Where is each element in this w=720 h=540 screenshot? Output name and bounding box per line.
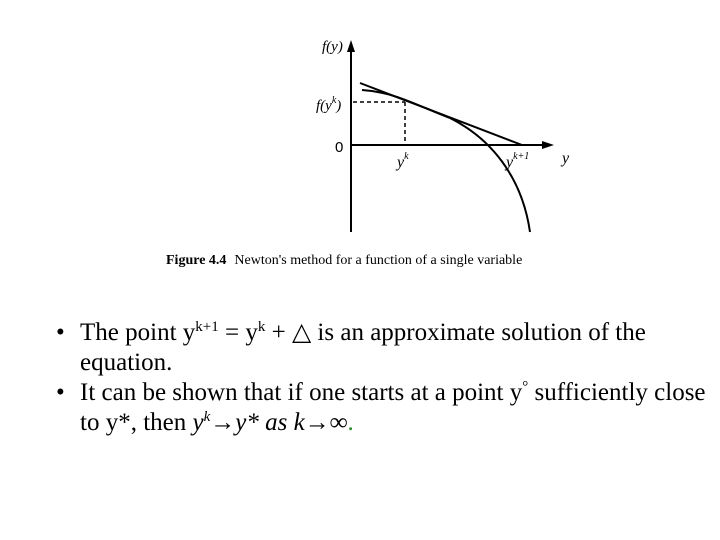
bullet-dot: • (56, 319, 65, 346)
figure-caption: Figure 4.4 Newton's method for a function of a single variable (166, 253, 523, 268)
fyk-label: $f(y^k)$ (316, 95, 342, 114)
zero-label: 0 (335, 139, 344, 156)
bullet-item-convergence: • It can be shown that if one starts at a point y° sufficiently close to y*, then $y^k\to y*$ as k→∞. (56, 379, 706, 436)
bullet-dot: • (56, 379, 65, 406)
yk-label: $y^k$ (397, 151, 409, 171)
y-axis-arrowhead (347, 40, 355, 52)
tangent-line (360, 83, 522, 145)
x-axis-label: y (562, 150, 570, 167)
x-axis-arrowhead (542, 141, 554, 149)
yk1-label: $y^{k+1}$ (506, 151, 530, 171)
y-axis-label: f(y) (322, 39, 343, 55)
function-curve (362, 90, 530, 232)
bullet-item-approximate-solution: • The point $y^{k+1} = y^k$ + △ is an approximate solution of the equation. (56, 319, 646, 376)
bullet-list (56, 318, 706, 438)
